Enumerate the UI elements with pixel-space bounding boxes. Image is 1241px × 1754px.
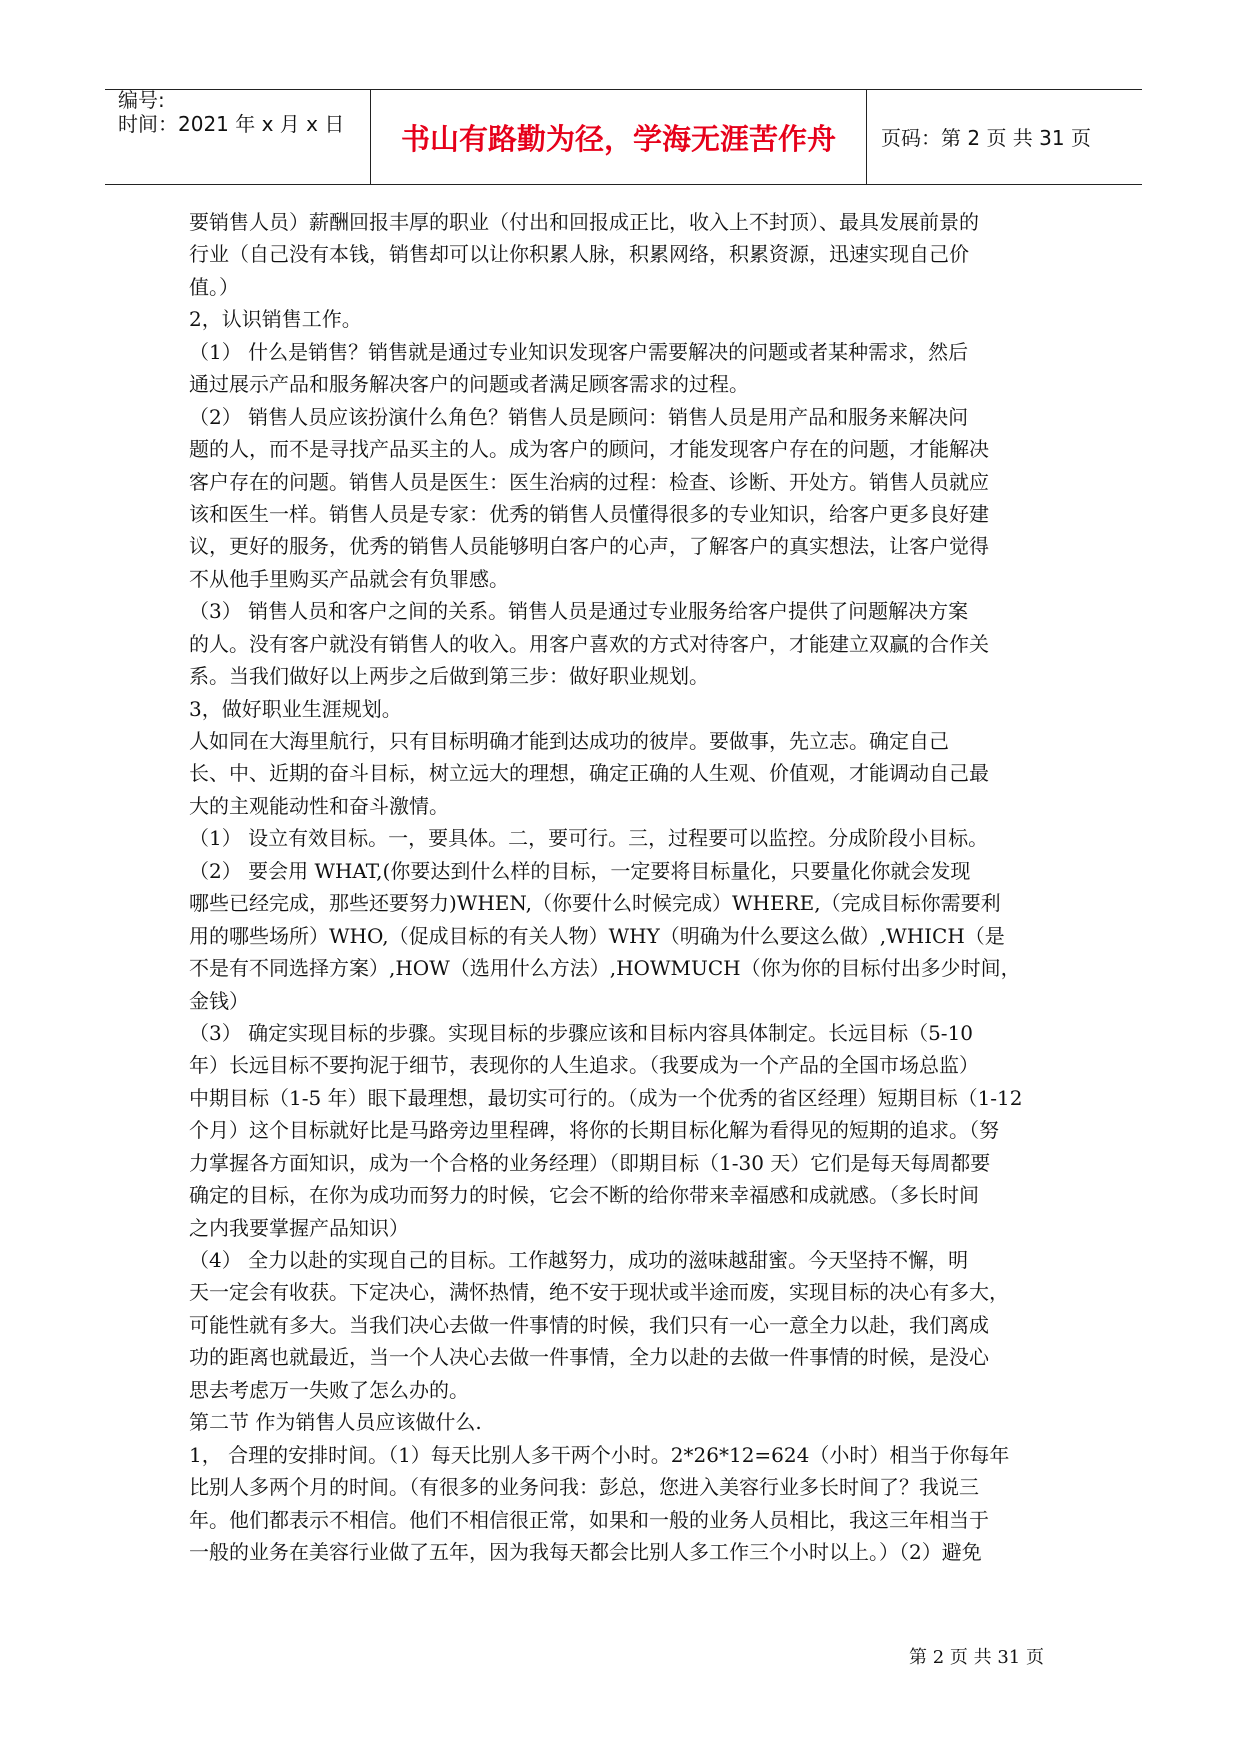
header-page-info: 页码：第 2 页 共 31 页 [881,126,1091,150]
body-line: 值。） [189,274,239,299]
page-footer: 第 2 页 共 31 页 [909,1647,1044,1668]
header-page-cell [867,90,1142,184]
body-line: 天一定会有收获。下定决心，满怀热情，绝不安于现状或半途而废，实现目标的决心有多大， [189,1280,1009,1305]
body-line: 年。他们都表示不相信。他们不相信很正常，如果和一般的业务人员相比，我这三年相当于 [189,1507,989,1532]
body-line: 确定的目标，在你为成功而努力的时候，它会不断的给你带来幸福感和成就感。（多长时间 [189,1183,979,1208]
body-line: 客户存在的问题。销售人员是医生：医生治病的过程：检查、诊断、开处方。销售人员就应 [189,469,989,494]
body-line: 大的主观能动性和奋斗激情。 [189,793,449,818]
body-line: 年）长远目标不要拘泥于细节，表现你的人生追求。（我要成为一个产品的全国市场总监） [189,1053,979,1078]
body-line: 金钱） [189,988,249,1013]
body-line: （2） 销售人员应该扮演什么角色？销售人员是顾问：销售人员是用产品和服务来解决问 [189,404,969,429]
body-line: 哪些已经完成，那些还要努力)WHEN,（你要什么时候完成）WHERE,（完成目标你需要利 [189,891,1001,916]
body-line: 3，做好职业生涯规划。 [189,696,402,721]
body-line: 中期目标（1-5 年）眼下最理想，最切实可行的。（成为一个优秀的省区经理）短期目标（1-12 [189,1085,1023,1110]
body-line: 要销售人员）薪酬回报丰厚的职业（付出和回报成正比，收入上不封顶）、最具发展前景的 [189,210,979,234]
body-line: 的人。没有客户就没有销售人的收入。用客户喜欢的方式对待客户，才能建立双赢的合作关 [189,631,989,656]
body-line: 2，认识销售工作。 [189,307,362,332]
body-line: 力掌握各方面知识，成为一个合格的业务经理）（即期目标（1-30 天）它们是每天每周都要 [189,1150,991,1175]
body-line: 个月）这个目标就好比是马路旁边里程碑，将你的长期目标化解为看得见的短期的追求。（努 [189,1118,999,1143]
body-line: 功的距离也就最近，当一个人决心去做一件事情，全力以赴的去做一件事情的时候，是没心 [189,1345,989,1370]
document-number-label: 编号: [118,88,165,112]
body-line: （4） 全力以赴的实现自己的目标。工作越努力，成功的滋味越甜蜜。今天坚持不懈，明 [189,1248,969,1272]
body-line: （3） 确定实现目标的步骤。实现目标的步骤应该和目标内容具体制定。长远目标（5-10 [189,1020,974,1045]
body-line: 该和医生一样。销售人员是专家：优秀的销售人员懂得很多的专业知识，给客户更多良好建 [189,501,989,526]
header-motto: 书山有路勤为径，学海无涯苦作舟 [400,122,836,156]
body-line: 比别人多两个月的时间。（有很多的业务问我：彭总，您进入美容行业多长时间了？我说三 [189,1475,979,1500]
header-motto-cell [370,90,867,184]
header-meta-cell [105,90,370,184]
body-line: 思去考虑万一失败了怎么办的。 [189,1377,469,1402]
body-line: 行业（自己没有本钱，销售却可以让你积累人脉，积累网络，积累资源，迅速实现自己价 [189,242,969,267]
body-line: 1， 合理的安排时间。（1）每天比别人多干两个小时。2*26*12=624（小时）相当于你每年 [189,1442,1010,1467]
body-line: 不从他手里购买产品就会有负罪感。 [189,566,509,591]
body-line: 用的哪些场所）WHO,（促成目标的有关人物）WHY（明确为什么要这么做）,WHICH（是 [189,923,1005,948]
body-line: 通过展示产品和服务解决客户的问题或者满足顾客需求的过程。 [189,372,749,397]
document-date: 时间：2021 年 x 月 x 日 [118,112,345,136]
body-line: （1） 什么是销售？销售就是通过专业知识发现客户需要解决的问题或者某种需求，然后 [189,339,969,364]
body-line: 不是有不同选择方案）,HOW（选用什么方法）,HOWMUCH（你为你的目标付出多少时间， [189,956,1021,981]
body-line: 人如同在大海里航行，只有目标明确才能到达成功的彼岸。要做事，先立志。确定自己 [189,729,949,753]
body-line: 可能性就有多大。当我们决心去做一件事情的时候，我们只有一心一意全力以赴，我们离成 [189,1312,989,1337]
body-line: 一般的业务在美容行业做了五年，因为我每天都会比别人多工作三个小时以上。）（2）避免 [189,1539,982,1564]
body-line: （1） 设立有效目标。一，要具体。二，要可行。三，过程要可以监控。分成阶段小目标。 [189,826,989,851]
body-line: 议，更好的服务，优秀的销售人员能够明白客户的心声，了解客户的真实想法，让客户觉得 [189,534,989,559]
body-line: 第二节 作为销售人员应该做什么. [189,1410,482,1435]
body-line: 题的人，而不是寻找产品买主的人。成为客户的顾问，才能发现客户存在的问题，才能解决 [189,437,989,462]
body-line: 长、中、近期的奋斗目标，树立远大的理想，确定正确的人生观、价值观，才能调动自己最 [189,761,989,786]
page-header [105,89,1142,185]
body-line: （3） 销售人员和客户之间的关系。销售人员是通过专业服务给客户提供了问题解决方案 [189,599,969,624]
body-line: （2） 要会用 WHAT,(你要达到什么样的目标，一定要将目标量化，只要量化你就会发现 [189,858,971,883]
body-line: 之内我要掌握产品知识） [189,1215,409,1240]
document-body [189,206,1069,1568]
body-line: 系。当我们做好以上两步之后做到第三步：做好职业规划。 [189,664,709,689]
